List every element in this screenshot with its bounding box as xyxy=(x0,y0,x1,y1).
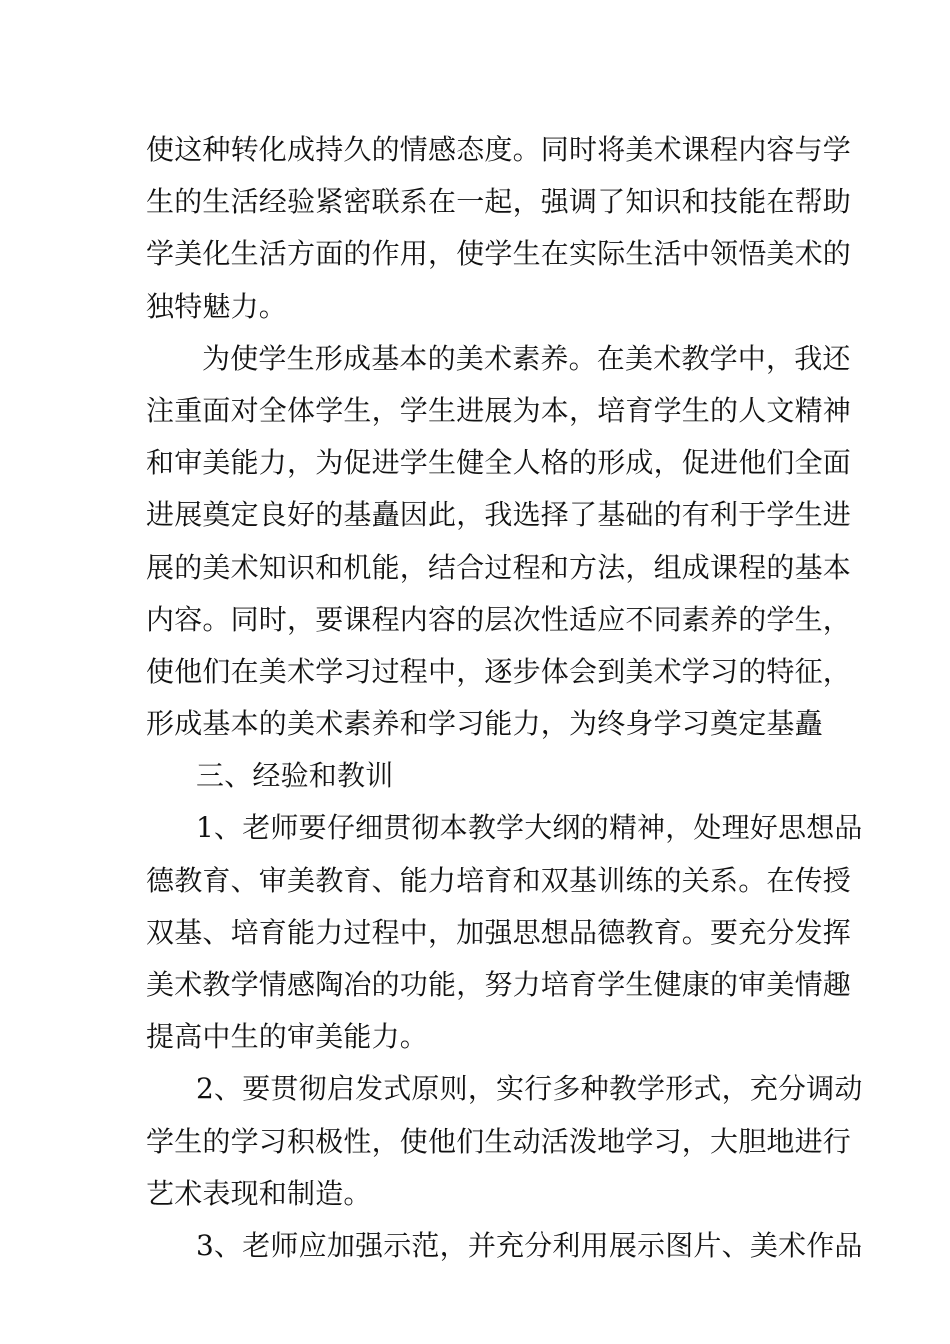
text-line: 学生的学习积极性，使他们生动活泼地学习，大胆地进行 xyxy=(146,1124,852,1158)
text-line: 注重面对全体学生，学生进展为本，培育学生的人文精神 xyxy=(146,393,852,427)
text-line: 双基、培育能力过程中，加强思想品德教育。要充分发挥 xyxy=(146,915,852,949)
text-line: 生的生活经验紧密联系在一起，强调了知识和技能在帮助 xyxy=(146,185,852,219)
text-line: 形成基本的美术素养和学习能力，为终身学习奠定基矗 xyxy=(146,707,823,741)
text-line: 独特魅力。 xyxy=(146,289,288,323)
text-line: 和审美能力，为促进学生健全人格的形成，促进他们全面 xyxy=(146,446,852,480)
text-line: 德教育、审美教育、能力培育和双基训练的关系。在传授 xyxy=(146,863,852,897)
text-line: 艺术表现和制造。 xyxy=(146,1176,372,1210)
text-line: 进展奠定良好的基矗因此，我选择了基础的有利于学生进 xyxy=(146,498,852,532)
text-line: 3、老师应加强示范，并充分利用展示图片、美术作品 xyxy=(196,1228,863,1262)
text-line: 学美化生活方面的作用，使学生在实际生活中领悟美术的 xyxy=(146,237,852,271)
text-line: 展的美术知识和机能，结合过程和方法，组成课程的基本 xyxy=(146,550,852,584)
section-heading: 三、经验和教训 xyxy=(196,759,394,793)
text-line: 使他们在美术学习过程中，逐步体会到美术学习的特征， xyxy=(146,654,852,688)
document-body xyxy=(146,124,863,1272)
text-line: 提高中生的审美能力。 xyxy=(146,1020,429,1054)
text-line: 使这种转化成持久的情感态度。同时将美术课程内容与学 xyxy=(146,133,852,166)
text-line: 内容。同时，要课程内容的层次性适应不同素养的学生， xyxy=(146,602,852,636)
text-line: 1、老师要仔细贯彻本教学大纲的精神，处理好思想品 xyxy=(196,811,863,845)
text-line: 2、要贯彻启发式原则，实行多种教学形式，充分调动 xyxy=(196,1072,863,1106)
text-line: 为使学生形成基本的美术素养。在美术教学中，我还 xyxy=(202,341,851,375)
text-line: 美术教学情感陶冶的功能，努力培育学生健康的审美情趣 xyxy=(146,968,852,1001)
